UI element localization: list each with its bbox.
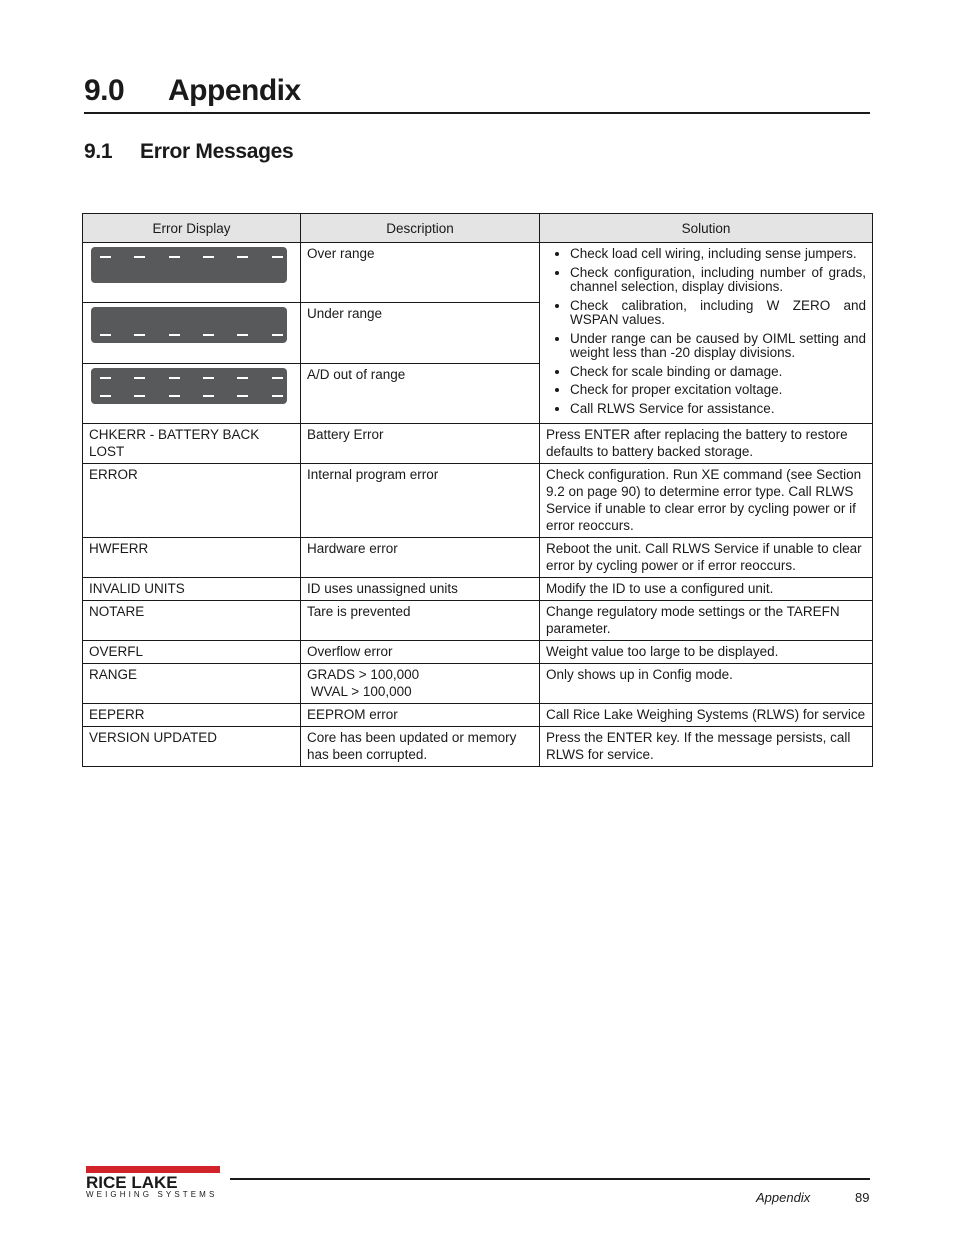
lcd-under-range-icon: [91, 307, 287, 343]
table-row: [83, 601, 873, 641]
description-cell: EEPROM error: [301, 704, 540, 727]
lcd-dash-segment: [169, 256, 180, 258]
description-cell: Overflow error: [301, 641, 540, 664]
header-error-display: Error Display: [83, 214, 301, 243]
lcd-dash-segment: [100, 334, 111, 336]
description-cell: Internal program error: [301, 464, 540, 538]
lcd-dash-segment: [203, 334, 214, 336]
footer-rule: [230, 1178, 870, 1180]
lcd-dash-segment: [272, 395, 283, 397]
logo-tagline: WEIGHING SYSTEMS: [86, 1190, 218, 1199]
table-row: [83, 704, 873, 727]
error-display-cell: [83, 363, 301, 423]
description-cell: A/D out of range: [301, 363, 540, 423]
table-header-row: [83, 214, 873, 243]
lcd-dash-segment: [169, 334, 180, 336]
description-cell: Under range: [301, 303, 540, 363]
solution-cell: Change regulatory mode settings or the TAREFN parameter.: [540, 601, 873, 641]
error-cell: NOTARE: [83, 601, 301, 641]
solution-cell: [540, 243, 873, 424]
lcd-over-range-icon: [91, 247, 287, 283]
lcd-dash-segment: [100, 377, 111, 379]
rice-lake-logo: [86, 1166, 222, 1200]
list-item: • Call RLWS Service for assistance.: [570, 402, 866, 417]
lcd-dash-segment: [203, 256, 214, 258]
description-line: GRADS > 100,000: [307, 667, 420, 682]
header-solution: Solution: [540, 214, 873, 243]
section-title: Error Messages: [140, 140, 294, 163]
page-number: 89: [855, 1190, 870, 1205]
table-row: [83, 538, 873, 578]
lcd-dash-segment: [237, 334, 248, 336]
footer-section-label: Appendix: [756, 1190, 811, 1205]
description-cell: ID uses unassigned units: [301, 578, 540, 601]
solution-cell: Press ENTER after replacing the battery to restore defaults to battery backed storage.: [540, 424, 873, 464]
description-line: WVAL > 100,000: [307, 684, 412, 699]
lcd-dash-segment: [100, 395, 111, 397]
error-cell: VERSION UPDATED: [83, 727, 301, 767]
error-cell: HWFERR: [83, 538, 301, 578]
lcd-dash-segment: [203, 377, 214, 379]
error-cell: CHKERR - BATTERY BACK LOST: [83, 424, 301, 464]
lcd-dash-segment: [272, 334, 283, 336]
list-item: • Check load cell wiring, including sense jumpers.: [570, 247, 866, 262]
error-cell: OVERFL: [83, 641, 301, 664]
lcd-dash-segment: [237, 256, 248, 258]
description-cell: Over range: [301, 243, 540, 303]
error-messages-table: [82, 213, 873, 767]
error-cell: RANGE: [83, 664, 301, 704]
table-row: [83, 664, 873, 704]
table-row: [83, 464, 873, 538]
lcd-ad-out-of-range-icon: [91, 368, 287, 404]
solution-cell: Weight value too large to be displayed.: [540, 641, 873, 664]
solution-cell: Reboot the unit. Call RLWS Service if unable to clear error by cycling power or if error reoccurs.: [540, 538, 873, 578]
solution-cell: Press the ENTER key. If the message persists, call RLWS for service.: [540, 727, 873, 767]
solution-cell: Check configuration. Run XE command (see Section 9.2 on page 90) to determine error type. Call RLWS Service if unable to clear error by cycling power or if error reoccurs.: [540, 464, 873, 538]
list-item: • Check calibration, including W ZERO and WSPAN values.: [570, 299, 866, 328]
solution-cell: Modify the ID to use a configured unit.: [540, 578, 873, 601]
table-row: [83, 578, 873, 601]
list-item: • Check for proper excitation voltage.: [570, 383, 866, 398]
table-row: [83, 727, 873, 767]
error-cell: INVALID UNITS: [83, 578, 301, 601]
description-cell: Tare is prevented: [301, 601, 540, 641]
table-row: [83, 243, 873, 303]
solution-cell: Only shows up in Config mode.: [540, 664, 873, 704]
error-cell: EEPERR: [83, 704, 301, 727]
logo-red-bar: [86, 1166, 220, 1173]
list-item: • Check for scale binding or damage.: [570, 365, 866, 380]
error-display-cell: [83, 243, 301, 303]
header-description: Description: [301, 214, 540, 243]
lcd-dash-segment: [237, 395, 248, 397]
lcd-dash-segment: [134, 334, 145, 336]
list-item: • Under range can be caused by OIML setting and weight less than -20 display divisions.: [570, 332, 866, 361]
lcd-dash-segment: [203, 395, 214, 397]
lcd-dash-segment: [237, 377, 248, 379]
logo-wordmark: RICE LAKE: [86, 1173, 178, 1192]
lcd-dash-segment: [100, 256, 111, 258]
solution-list: [546, 247, 866, 416]
description-cell: Core has been updated or memory has been corrupted.: [301, 727, 540, 767]
list-item: • Check configuration, including number of grads, channel selection, display divisions.: [570, 266, 866, 295]
lcd-dash-segment: [272, 377, 283, 379]
section-number: 9.1: [84, 140, 113, 163]
lcd-dash-segment: [169, 395, 180, 397]
lcd-dash-segment: [272, 256, 283, 258]
lcd-dash-segment: [134, 377, 145, 379]
heading-number: 9.0: [84, 74, 125, 107]
heading-title: Appendix: [168, 74, 301, 107]
table-row: [83, 641, 873, 664]
lcd-dash-segment: [169, 377, 180, 379]
error-display-cell: [83, 303, 301, 363]
description-cell: Hardware error: [301, 538, 540, 578]
description-cell: [301, 664, 540, 704]
solution-cell: Call Rice Lake Weighing Systems (RLWS) for service: [540, 704, 873, 727]
page-heading: [84, 72, 870, 114]
lcd-dash-segment: [134, 256, 145, 258]
error-cell: ERROR: [83, 464, 301, 538]
table-row: [83, 424, 873, 464]
description-cell: Battery Error: [301, 424, 540, 464]
lcd-dash-segment: [134, 395, 145, 397]
